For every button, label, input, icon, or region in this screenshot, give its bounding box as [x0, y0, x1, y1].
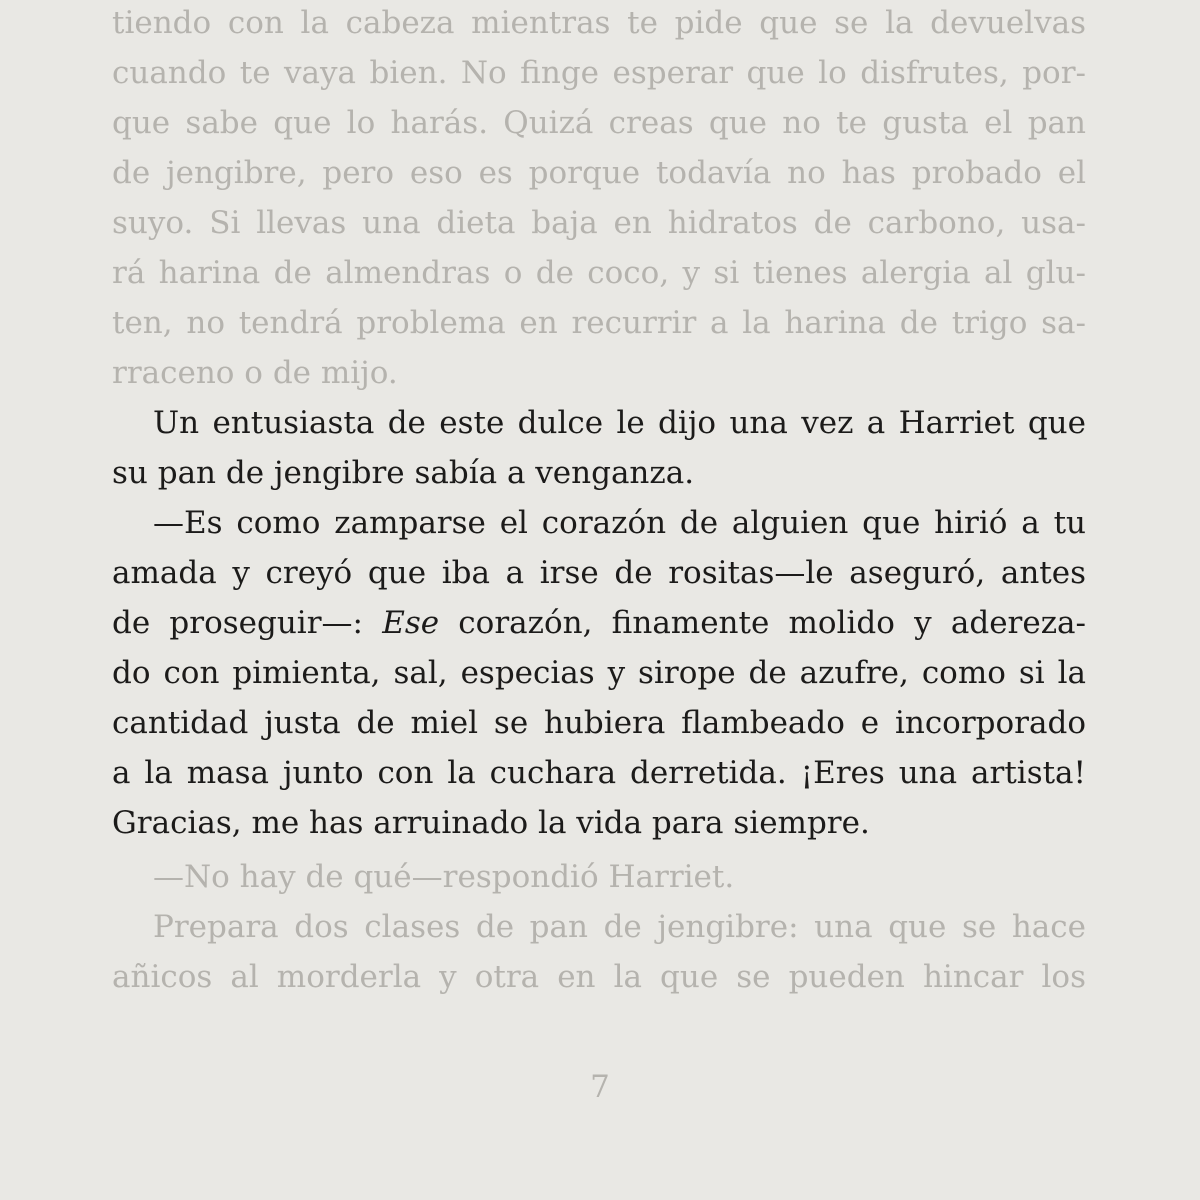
page-number: 7 [590, 1069, 610, 1105]
text-line: rraceno o de mijo. [112, 355, 398, 391]
text-line-highlighted: Un entusiasta de este dulce le dijo una vez a Harriet que [153, 405, 1086, 441]
text-line-highlighted: cantidad justa de miel se hubiera flambeado e incorporado [112, 705, 1086, 741]
book-page [112, 0, 1086, 1200]
text-line: ten, no tendrá problema en recurrir a la harina de trigo sa- [112, 305, 1086, 341]
text-line: que sabe que lo harás. Quizá creas que no te gusta el pan [112, 105, 1086, 141]
text-line-highlighted [112, 598, 1086, 648]
text-line: rá harina de almendras o de coco, y si tienes alergia al glu- [112, 255, 1086, 291]
text-segment: corazón, finamente molido y adereza- [439, 605, 1086, 641]
text-line-highlighted: amada y creyó que iba a irse de rositas—le aseguró, antes [112, 555, 1086, 591]
text-line: de jengibre, pero eso es porque todavía no has probado el [112, 155, 1086, 191]
text-line: suyo. Si llevas una dieta baja en hidratos de carbono, usa- [112, 205, 1086, 241]
text-line-highlighted: su pan de jengibre sabía a venganza. [112, 455, 695, 491]
text-line: cuando te vaya bien. No finge esperar que lo disfrutes, por- [112, 55, 1086, 91]
text-line-highlighted: do con pimienta, sal, especias y sirope de azufre, como si la [112, 655, 1086, 691]
text-line: tiendo con la cabeza mientras te pide que se la devuelvas [112, 5, 1086, 41]
text-line: añicos al morderla y otra en la que se pueden hincar los [112, 959, 1086, 995]
text-line: Prepara dos clases de pan de jengibre: una que se hace [153, 909, 1086, 945]
text-line-highlighted: —Es como zamparse el corazón de alguien que hirió a tu [153, 505, 1086, 541]
text-segment: de proseguir—: [112, 605, 383, 641]
text-line: —No hay de qué—respondió Harriet. [153, 859, 735, 895]
text-line-highlighted: a la masa junto con la cuchara derretida. ¡Eres una artista! [112, 755, 1086, 791]
text-line-highlighted: Gracias, me has arruinado la vida para siempre. [112, 805, 870, 841]
italic-word: Ese [382, 605, 440, 641]
